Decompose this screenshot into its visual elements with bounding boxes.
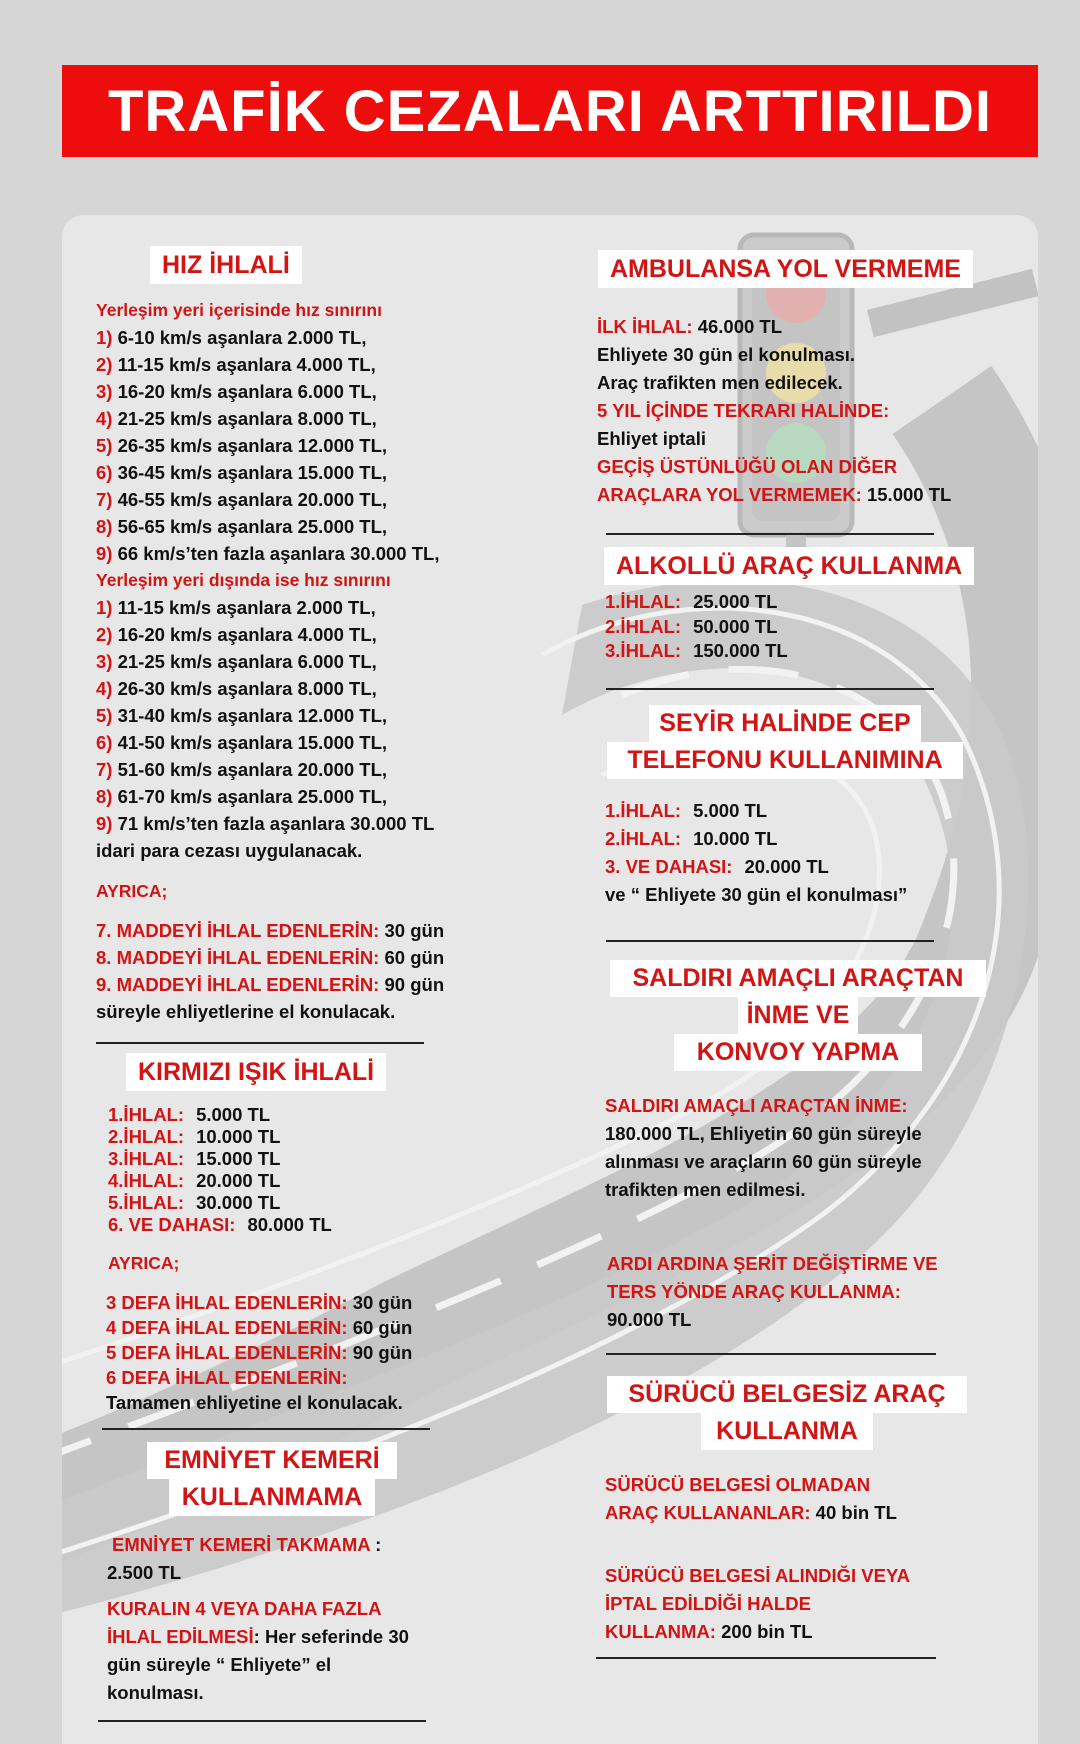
list-item bbox=[605, 615, 788, 640]
divider bbox=[102, 1428, 430, 1430]
list-item bbox=[96, 594, 444, 621]
item-value: 30 gün bbox=[379, 920, 445, 941]
item-text: 16-20 km/s aşanlara 6.000 TL, bbox=[117, 381, 377, 402]
item-label: 3 DEFA İHLAL EDENLERİN: bbox=[106, 1292, 348, 1313]
item-number: 1) bbox=[96, 327, 113, 348]
seatbelt-l4-tail: : Her seferinde 30 bbox=[253, 1626, 409, 1647]
item-text: 41-50 km/s aşanlara 15.000 TL, bbox=[117, 732, 388, 753]
assault-heading-line-1: SALDIRI AMAÇLI ARAÇTAN bbox=[610, 960, 986, 997]
seatbelt-l3: KURALIN 4 VEYA DAHA FAZLA bbox=[107, 1598, 382, 1619]
speed-closing: idari para cezası uygulanacak. bbox=[96, 840, 363, 861]
item-text: 6-10 km/s aşanlara 2.000 TL, bbox=[117, 327, 367, 348]
item-label: 3. VE DAHASI: bbox=[605, 856, 733, 877]
seatbelt-l1-tail: : bbox=[369, 1534, 382, 1555]
item-text: 56-65 km/s aşanlara 25.000 TL, bbox=[117, 516, 388, 537]
item-text: 21-25 km/s aşanlara 6.000 TL, bbox=[117, 651, 377, 672]
item-text: 71 km/s’ten fazla aşanlara 30.000 TL bbox=[117, 813, 435, 834]
divider bbox=[606, 940, 934, 942]
item-text: 36-45 km/s aşanlara 15.000 TL, bbox=[117, 462, 388, 483]
license-l5-red: KULLANMA: bbox=[605, 1621, 716, 1642]
ambulance-l7-red: ARAÇLARA YOL VERMEMEK: bbox=[597, 484, 862, 505]
list-item bbox=[96, 675, 444, 702]
ambulance-l1-tail: 46.000 TL bbox=[692, 316, 783, 337]
license-l3: SÜRÜCÜ BELGESİ ALINDIĞI VEYA bbox=[605, 1565, 910, 1586]
ambulance-l2: Ehliyete 30 gün el konulması. bbox=[597, 344, 856, 365]
divider bbox=[96, 1042, 424, 1044]
red-light-section bbox=[126, 1053, 386, 1091]
item-value: 30 gün bbox=[347, 1292, 413, 1313]
list-item bbox=[108, 1192, 332, 1214]
item-value: 50.000 TL bbox=[693, 615, 778, 637]
list-item bbox=[605, 825, 907, 853]
list-item bbox=[106, 1290, 412, 1315]
license-heading-line-2: KULLANMA bbox=[701, 1413, 873, 1450]
license-l2-tail: 40 bin TL bbox=[810, 1502, 897, 1523]
list-item bbox=[96, 513, 444, 540]
item-label: 1.İHLAL: bbox=[108, 1104, 185, 1125]
item-text: 46-55 km/s aşanlara 20.000 TL, bbox=[117, 489, 388, 510]
item-text: 31-40 km/s aşanlara 12.000 TL, bbox=[117, 705, 388, 726]
assault-l1: SALDIRI AMAÇLI ARAÇTAN İNME: bbox=[605, 1095, 908, 1116]
list-item bbox=[96, 621, 444, 648]
list-item bbox=[96, 756, 444, 783]
item-value: 10.000 TL bbox=[196, 1126, 281, 1147]
item-number: 2) bbox=[96, 354, 113, 375]
assault-heading-line-3: KONVOY YAPMA bbox=[674, 1034, 922, 1071]
ambulance-l5: Ehliyet iptali bbox=[597, 428, 706, 449]
seatbelt-l1-red: EMNİYET KEMERİ TAKMAMA bbox=[112, 1534, 370, 1555]
item-value: 150.000 TL bbox=[693, 640, 788, 661]
divider bbox=[606, 533, 934, 535]
list-item bbox=[96, 783, 444, 810]
license-l5-tail: 200 bin TL bbox=[715, 1621, 813, 1642]
list-item bbox=[96, 459, 444, 486]
red-light-extra bbox=[106, 1290, 412, 1415]
list-item bbox=[605, 590, 788, 615]
red-light-heading: KIRMIZI IŞIK İHLALİ bbox=[126, 1053, 386, 1091]
item-number: 4) bbox=[96, 678, 113, 699]
item-number: 3) bbox=[96, 381, 113, 402]
item-label: 7. MADDEYİ İHLAL EDENLERİN: bbox=[96, 920, 380, 941]
list-item bbox=[96, 324, 444, 351]
item-number: 3) bbox=[96, 651, 113, 672]
assault-heading bbox=[610, 960, 986, 1071]
item-value: 10.000 TL bbox=[693, 828, 778, 849]
item-number: 5) bbox=[96, 705, 113, 726]
phone-heading-line-2: TELEFONU KULLANIMINA bbox=[607, 742, 963, 779]
divider bbox=[596, 1657, 936, 1659]
alcohol-list bbox=[605, 590, 788, 664]
assault-l5: ARDI ARDINA ŞERİT DEĞİŞTİRME VE bbox=[607, 1253, 938, 1274]
assault-l4: trafikten men edilmesi. bbox=[605, 1179, 806, 1200]
item-label: 5 DEFA İHLAL EDENLERİN: bbox=[106, 1342, 348, 1363]
item-number: 6) bbox=[96, 462, 113, 483]
license-heading bbox=[607, 1376, 967, 1450]
list-item bbox=[96, 729, 444, 756]
item-number: 2) bbox=[96, 624, 113, 645]
ambulance-l3: Araç trafikten men edilecek. bbox=[597, 372, 843, 393]
list-item bbox=[106, 1315, 412, 1340]
item-number: 5) bbox=[96, 435, 113, 456]
divider bbox=[98, 1720, 426, 1722]
assault-l3: alınması ve araçların 60 gün süreyle bbox=[605, 1151, 922, 1172]
ambulance-l4: 5 YIL İÇİNDE TEKRARI HALİNDE: bbox=[597, 400, 890, 421]
speed-list bbox=[96, 297, 444, 1025]
item-number: 6) bbox=[96, 732, 113, 753]
list-item bbox=[96, 351, 444, 378]
list-item bbox=[96, 648, 444, 675]
list-item bbox=[96, 917, 444, 944]
seatbelt-body bbox=[107, 1531, 409, 1707]
red-light-list bbox=[108, 1104, 332, 1274]
list-item bbox=[108, 1148, 332, 1170]
item-value: 5.000 TL bbox=[196, 1104, 271, 1125]
item-label: 6 DEFA İHLAL EDENLERİN: bbox=[106, 1367, 348, 1388]
list-item bbox=[106, 1340, 412, 1365]
item-number: 7) bbox=[96, 489, 113, 510]
seatbelt-l2: 2.500 TL bbox=[107, 1562, 182, 1583]
assault-body bbox=[605, 1092, 922, 1204]
ambulance-l1-red: İLK İHLAL: bbox=[597, 316, 693, 337]
list-item bbox=[605, 853, 907, 881]
item-value: 5.000 TL bbox=[693, 800, 768, 821]
item-value: 60 gün bbox=[347, 1317, 413, 1338]
ambulance-heading: AMBULANSA YOL VERMEME bbox=[598, 250, 973, 288]
item-text: 11-15 km/s aşanlara 2.000 TL, bbox=[117, 597, 376, 618]
list-item bbox=[96, 540, 444, 567]
item-label: 1.İHLAL: bbox=[605, 591, 682, 612]
item-value: 90 gün bbox=[379, 974, 445, 995]
divider bbox=[606, 688, 934, 690]
item-label: 8. MADDEYİ İHLAL EDENLERİN: bbox=[96, 947, 380, 968]
license-l1: SÜRÜCÜ BELGESİ OLMADAN bbox=[605, 1474, 871, 1495]
seatbelt-l6: konulması. bbox=[107, 1682, 204, 1703]
item-number: 9) bbox=[96, 813, 113, 834]
item-number: 9) bbox=[96, 543, 113, 564]
item-text: 66 km/s’ten fazla aşanlara 30.000 TL, bbox=[117, 543, 440, 564]
alcohol-section bbox=[604, 547, 974, 585]
item-text: 11-15 km/s aşanlara 4.000 TL, bbox=[117, 354, 376, 375]
list-item bbox=[96, 378, 444, 405]
license-l4: İPTAL EDİLDİĞİ HALDE bbox=[605, 1593, 811, 1614]
list-item bbox=[108, 1104, 332, 1126]
item-number: 8) bbox=[96, 516, 113, 537]
item-label: 1.İHLAL: bbox=[605, 800, 682, 821]
assault-heading-line-2: İNME VE bbox=[738, 997, 858, 1034]
item-label: 2.İHLAL: bbox=[605, 828, 682, 849]
item-value: 60 gün bbox=[379, 947, 445, 968]
license-l2-red: ARAÇ KULLANANLAR: bbox=[605, 1502, 811, 1523]
list-item bbox=[108, 1170, 332, 1192]
list-item bbox=[108, 1126, 332, 1148]
item-number: 4) bbox=[96, 408, 113, 429]
item-text: 51-60 km/s aşanlara 20.000 TL, bbox=[117, 759, 388, 780]
speed-rural-intro: Yerleşim yeri dışında ise hız sınırını bbox=[96, 570, 391, 590]
item-label: 9. MADDEYİ İHLAL EDENLERİN: bbox=[96, 974, 380, 995]
item-value: 25.000 TL bbox=[693, 591, 778, 612]
item-value: 20.000 TL bbox=[744, 856, 829, 877]
phone-heading bbox=[607, 705, 963, 779]
item-value: 80.000 TL bbox=[247, 1214, 332, 1235]
list-item bbox=[605, 797, 907, 825]
list-item bbox=[96, 944, 444, 971]
seatbelt-heading-line-2: KULLANMAMA bbox=[169, 1479, 375, 1516]
assault-l6: TERS YÖNDE ARAÇ KULLANMA: bbox=[607, 1281, 901, 1302]
seatbelt-heading bbox=[147, 1442, 397, 1516]
item-text: 16-20 km/s aşanlara 4.000 TL, bbox=[117, 624, 377, 645]
item-label: 3.İHLAL: bbox=[108, 1148, 185, 1169]
item-label: 4.İHLAL: bbox=[108, 1170, 185, 1191]
ambulance-section bbox=[598, 250, 973, 288]
item-value: 30.000 TL bbox=[196, 1192, 281, 1213]
divider bbox=[606, 1353, 936, 1355]
speed-extra-closing: süreyle ehliyetlerine el konulacak. bbox=[96, 1001, 396, 1022]
assault-l2: 180.000 TL, Ehliyetin 60 gün süreyle bbox=[605, 1123, 922, 1144]
license-body bbox=[605, 1471, 910, 1646]
speed-also: AYRICA; bbox=[96, 881, 168, 901]
phone-heading-line-1: SEYİR HALİNDE CEP bbox=[649, 705, 921, 742]
ambulance-l6: GEÇİŞ ÜSTÜNLÜĞÜ OLAN DİĞER bbox=[597, 456, 898, 477]
item-text: 26-30 km/s aşanlara 8.000 TL, bbox=[117, 678, 377, 699]
phone-list bbox=[605, 797, 907, 909]
seatbelt-l4-red: İHLAL EDİLMESİ bbox=[107, 1626, 254, 1647]
license-heading-line-1: SÜRÜCÜ BELGESİZ ARAÇ bbox=[607, 1376, 967, 1413]
item-number: 7) bbox=[96, 759, 113, 780]
list-item bbox=[96, 432, 444, 459]
page-title: TRAFİK CEZALARI ARTTIRILDI bbox=[62, 65, 1038, 157]
item-label: 6. VE DAHASI: bbox=[108, 1214, 236, 1235]
list-item bbox=[106, 1365, 412, 1390]
assault-l7: 90.000 TL bbox=[607, 1309, 692, 1330]
item-value: 15.000 TL bbox=[196, 1148, 281, 1169]
phone-closing: ve “ Ehliyete 30 gün el konulması” bbox=[605, 884, 908, 905]
list-item bbox=[96, 971, 444, 998]
item-number: 8) bbox=[96, 786, 113, 807]
seatbelt-heading-line-1: EMNİYET KEMERİ bbox=[147, 1442, 397, 1479]
item-text: 21-25 km/s aşanlara 8.000 TL, bbox=[117, 408, 377, 429]
item-label: 2.İHLAL: bbox=[605, 615, 682, 637]
speed-urban-intro: Yerleşim yeri içerisinde hız sınırını bbox=[96, 300, 382, 320]
item-label: 3.İHLAL: bbox=[605, 640, 682, 661]
item-value: 20.000 TL bbox=[196, 1170, 281, 1191]
speed-section bbox=[96, 246, 302, 284]
item-label: 2.İHLAL: bbox=[108, 1126, 185, 1147]
red-light-also: AYRICA; bbox=[108, 1253, 180, 1273]
list-item bbox=[108, 1214, 332, 1236]
speed-heading: HIZ İHLALİ bbox=[150, 246, 302, 284]
item-value: 90 gün bbox=[347, 1342, 413, 1363]
item-text: 61-70 km/s aşanlara 25.000 TL, bbox=[117, 786, 388, 807]
item-number: 1) bbox=[96, 597, 113, 618]
item-text: 26-35 km/s aşanlara 12.000 TL, bbox=[117, 435, 388, 456]
list-item bbox=[605, 639, 788, 664]
list-item bbox=[96, 405, 444, 432]
item-label: 4 DEFA İHLAL EDENLERİN: bbox=[106, 1317, 348, 1338]
list-item bbox=[96, 810, 444, 837]
red-light-closing: Tamamen ehliyetine el konulacak. bbox=[106, 1392, 403, 1413]
ambulance-body bbox=[597, 313, 951, 509]
item-label: 5.İHLAL: bbox=[108, 1192, 185, 1213]
seatbelt-l5: gün süreyle “ Ehliyete” el bbox=[107, 1654, 332, 1675]
assault-body-2 bbox=[607, 1250, 938, 1334]
ambulance-l7-tail: 15.000 TL bbox=[861, 484, 952, 505]
list-item bbox=[96, 702, 444, 729]
list-item bbox=[96, 486, 444, 513]
alcohol-heading: ALKOLLÜ ARAÇ KULLANMA bbox=[604, 547, 974, 585]
